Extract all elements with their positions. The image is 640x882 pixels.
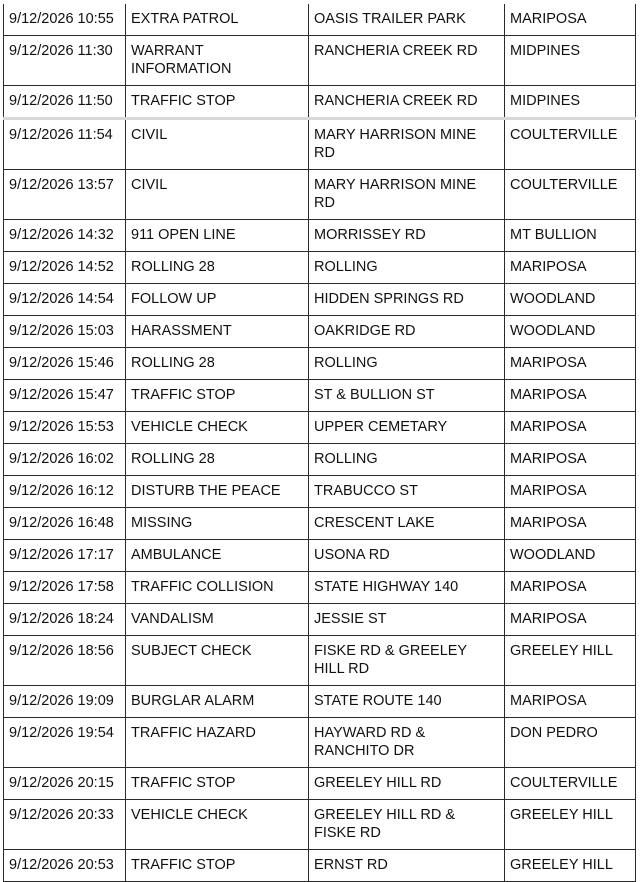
call-type-cell: TRAFFIC COLLISION — [126, 572, 309, 604]
call-type-cell: 911 OPEN LINE — [126, 220, 309, 252]
call-type-cell: SUBJECT CHECK — [126, 636, 309, 686]
datetime-cell: 9/12/2026 20:15 — [4, 768, 126, 800]
city-cell: MARIPOSA — [505, 412, 636, 444]
datetime-cell: 9/12/2026 20:53 — [4, 850, 126, 882]
table-row — [4, 348, 636, 380]
call-type-cell: DISTURB THE PEACE — [126, 476, 309, 508]
city-cell: MT BULLION — [505, 220, 636, 252]
location-cell: ERNST RD — [309, 850, 505, 882]
datetime-cell: 9/12/2026 15:53 — [4, 412, 126, 444]
city-cell: MARIPOSA — [505, 686, 636, 718]
location-cell: ROLLING — [309, 444, 505, 476]
table-row — [4, 768, 636, 800]
datetime-cell: 9/12/2026 11:54 — [4, 119, 126, 170]
location-cell: STATE ROUTE 140 — [309, 686, 505, 718]
city-cell: WOODLAND — [505, 316, 636, 348]
location-cell: UPPER CEMETARY — [309, 412, 505, 444]
datetime-cell: 9/12/2026 11:30 — [4, 36, 126, 86]
location-cell: FISKE RD & GREELEY HILL RD — [309, 636, 505, 686]
city-cell: MARIPOSA — [505, 476, 636, 508]
call-type-cell: TRAFFIC STOP — [126, 768, 309, 800]
table-row — [4, 508, 636, 540]
table-row — [4, 604, 636, 636]
city-cell: WOODLAND — [505, 540, 636, 572]
call-type-cell: HARASSMENT — [126, 316, 309, 348]
table-row — [4, 119, 636, 170]
city-cell: WOODLAND — [505, 284, 636, 316]
city-cell: MARIPOSA — [505, 604, 636, 636]
location-cell: MARY HARRISON MINE RD — [309, 170, 505, 220]
datetime-cell: 9/12/2026 16:48 — [4, 508, 126, 540]
call-type-cell: ROLLING 28 — [126, 444, 309, 476]
city-cell: MIDPINES — [505, 36, 636, 86]
location-cell: RANCHERIA CREEK RD — [309, 36, 505, 86]
table-row — [4, 540, 636, 572]
table-row — [4, 444, 636, 476]
city-cell: COULTERVILLE — [505, 170, 636, 220]
call-type-cell: BURGLAR ALARM — [126, 686, 309, 718]
city-cell: MIDPINES — [505, 86, 636, 119]
datetime-cell: 9/12/2026 18:24 — [4, 604, 126, 636]
table-row — [4, 4, 636, 36]
call-type-cell: TRAFFIC STOP — [126, 850, 309, 882]
location-cell: ROLLING — [309, 252, 505, 284]
location-cell: JESSIE ST — [309, 604, 505, 636]
datetime-cell: 9/12/2026 17:58 — [4, 572, 126, 604]
city-cell: MARIPOSA — [505, 380, 636, 412]
city-cell: COULTERVILLE — [505, 119, 636, 170]
datetime-cell: 9/12/2026 14:32 — [4, 220, 126, 252]
table-row — [4, 220, 636, 252]
city-cell: MARIPOSA — [505, 348, 636, 380]
call-log-table — [3, 4, 636, 882]
call-type-cell: AMBULANCE — [126, 540, 309, 572]
call-type-cell: VEHICLE CHECK — [126, 800, 309, 850]
datetime-cell: 9/12/2026 16:02 — [4, 444, 126, 476]
location-cell: GREELEY HILL RD & FISKE RD — [309, 800, 505, 850]
city-cell: GREELEY HILL — [505, 636, 636, 686]
table-row — [4, 476, 636, 508]
table-row — [4, 86, 636, 119]
table-row — [4, 252, 636, 284]
location-cell: HAYWARD RD & RANCHITO DR — [309, 718, 505, 768]
call-type-cell: VEHICLE CHECK — [126, 412, 309, 444]
location-cell: HIDDEN SPRINGS RD — [309, 284, 505, 316]
datetime-cell: 9/12/2026 14:54 — [4, 284, 126, 316]
city-cell: MARIPOSA — [505, 508, 636, 540]
table-row — [4, 170, 636, 220]
location-cell: MORRISSEY RD — [309, 220, 505, 252]
city-cell: COULTERVILLE — [505, 768, 636, 800]
location-cell: OAKRIDGE RD — [309, 316, 505, 348]
location-cell: STATE HIGHWAY 140 — [309, 572, 505, 604]
city-cell: MARIPOSA — [505, 444, 636, 476]
datetime-cell: 9/12/2026 13:57 — [4, 170, 126, 220]
table-row — [4, 412, 636, 444]
datetime-cell: 9/12/2026 15:46 — [4, 348, 126, 380]
call-type-cell: FOLLOW UP — [126, 284, 309, 316]
call-type-cell: WARRANT INFORMATION — [126, 36, 309, 86]
location-cell: OASIS TRAILER PARK — [309, 4, 505, 36]
call-type-cell: TRAFFIC STOP — [126, 86, 309, 119]
location-cell: RANCHERIA CREEK RD — [309, 86, 505, 119]
table-row — [4, 800, 636, 850]
city-cell: MARIPOSA — [505, 252, 636, 284]
table-row — [4, 380, 636, 412]
call-type-cell: TRAFFIC STOP — [126, 380, 309, 412]
call-type-cell: MISSING — [126, 508, 309, 540]
call-type-cell: TRAFFIC HAZARD — [126, 718, 309, 768]
location-cell: CRESCENT LAKE — [309, 508, 505, 540]
datetime-cell: 9/12/2026 15:47 — [4, 380, 126, 412]
datetime-cell: 9/12/2026 19:09 — [4, 686, 126, 718]
datetime-cell: 9/12/2026 11:50 — [4, 86, 126, 119]
datetime-cell: 9/12/2026 16:12 — [4, 476, 126, 508]
datetime-cell: 9/12/2026 14:52 — [4, 252, 126, 284]
location-cell: USONA RD — [309, 540, 505, 572]
datetime-cell: 9/12/2026 20:33 — [4, 800, 126, 850]
call-type-cell: ROLLING 28 — [126, 348, 309, 380]
call-type-cell: VANDALISM — [126, 604, 309, 636]
table-row — [4, 686, 636, 718]
location-cell: MARY HARRISON MINE RD — [309, 119, 505, 170]
table-row — [4, 718, 636, 768]
table-row — [4, 636, 636, 686]
datetime-cell: 9/12/2026 17:17 — [4, 540, 126, 572]
table-row — [4, 316, 636, 348]
datetime-cell: 9/12/2026 15:03 — [4, 316, 126, 348]
table-row — [4, 284, 636, 316]
table-row — [4, 572, 636, 604]
datetime-cell: 9/12/2026 18:56 — [4, 636, 126, 686]
datetime-cell: 9/12/2026 10:55 — [4, 4, 126, 36]
city-cell: MARIPOSA — [505, 572, 636, 604]
call-log-body — [4, 4, 636, 882]
location-cell: ROLLING — [309, 348, 505, 380]
call-type-cell: CIVIL — [126, 170, 309, 220]
call-type-cell: CIVIL — [126, 119, 309, 170]
city-cell: GREELEY HILL — [505, 850, 636, 882]
city-cell: DON PEDRO — [505, 718, 636, 768]
datetime-cell: 9/12/2026 19:54 — [4, 718, 126, 768]
location-cell: ST & BULLION ST — [309, 380, 505, 412]
table-row — [4, 36, 636, 86]
location-cell: GREELEY HILL RD — [309, 768, 505, 800]
city-cell: GREELEY HILL — [505, 800, 636, 850]
table-row — [4, 850, 636, 882]
call-type-cell: ROLLING 28 — [126, 252, 309, 284]
location-cell: TRABUCCO ST — [309, 476, 505, 508]
call-type-cell: EXTRA PATROL — [126, 4, 309, 36]
city-cell: MARIPOSA — [505, 4, 636, 36]
